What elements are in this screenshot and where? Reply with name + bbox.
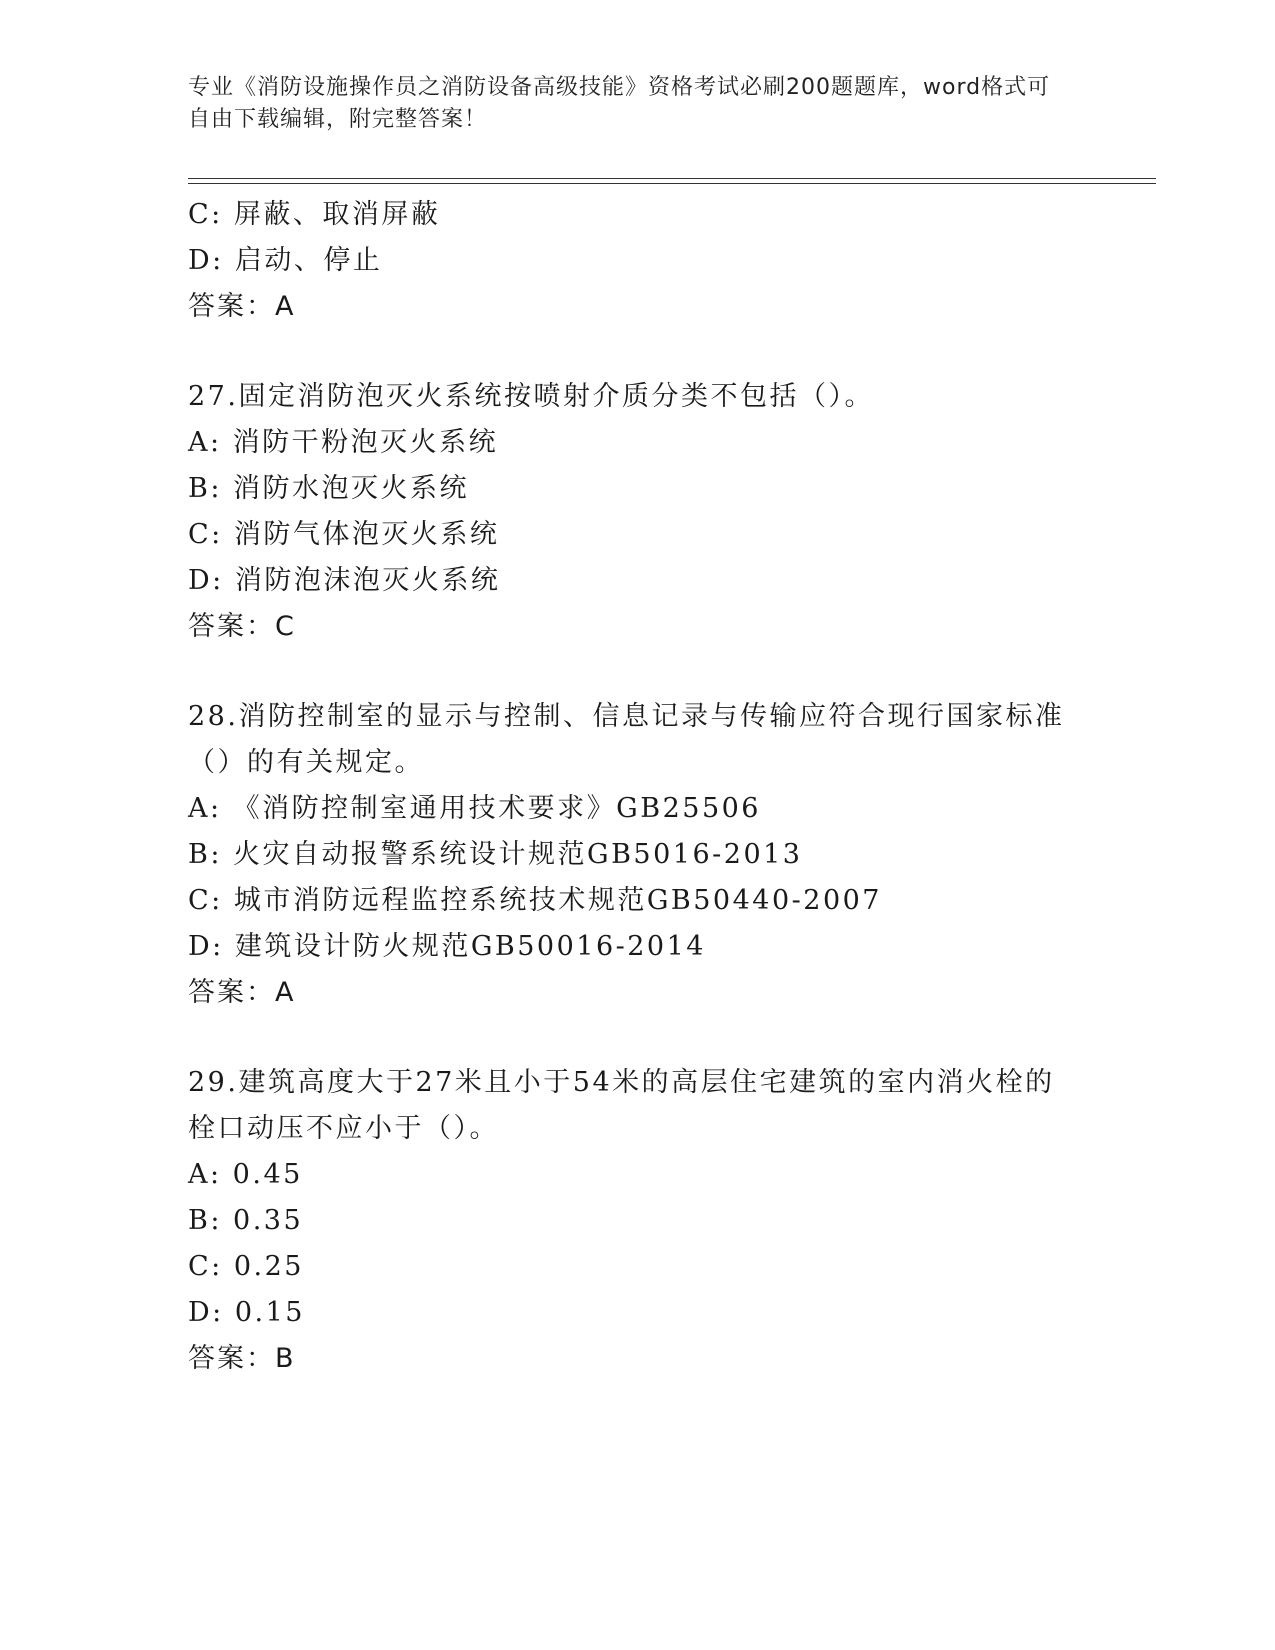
- document-body: [188, 192, 1088, 1382]
- header-divider-top: [188, 178, 1156, 179]
- question-fragment: [188, 192, 1088, 330]
- answer-line: 答案：C: [188, 611, 296, 642]
- question-stem: 29.建筑高度大于27米且小于54米的高层住宅建筑的室内消火栓的栓口动压不应小于（）。: [188, 1067, 1055, 1144]
- question-27: [188, 374, 1088, 650]
- option-b: B: 消防水泡灭火系统: [188, 473, 470, 504]
- question-stem: 28.消防控制室的显示与控制、信息记录与传输应符合现行国家标准（）的有关规定。: [188, 701, 1065, 778]
- spacer: [188, 1016, 1088, 1060]
- spacer: [188, 650, 1088, 694]
- question-28: [188, 694, 1088, 1016]
- document-header: 专业《消防设施操作员之消防设备高级技能》资格考试必刷200题题库，word格式可自由下载编辑，附完整答案！: [188, 75, 1051, 132]
- option-d: D: 建筑设计防火规范GB50016-2014: [188, 931, 706, 962]
- option-c: C: 消防气体泡灭火系统: [188, 519, 500, 550]
- option-d: D: 启动、停止: [188, 245, 383, 276]
- answer-line: 答案：A: [188, 977, 296, 1008]
- option-a: A: 消防干粉泡灭火系统: [188, 427, 499, 458]
- option-b: B: 0.35: [188, 1205, 304, 1236]
- answer-line: 答案：A: [188, 291, 296, 322]
- option-a: A: 《消防控制室通用技术要求》GB25506: [188, 793, 761, 824]
- option-d: D: 0.15: [188, 1297, 305, 1328]
- option-b: B: 火灾自动报警系统设计规范GB5016-2013: [188, 839, 803, 870]
- header-divider-bottom: [188, 183, 1156, 184]
- option-c: C: 0.25: [188, 1251, 304, 1282]
- option-c: C: 城市消防远程监控系统技术规范GB50440-2007: [188, 885, 882, 916]
- question-stem: 27.固定消防泡灭火系统按喷射介质分类不包括（）。: [188, 381, 874, 412]
- option-c: C: 屏蔽、取消屏蔽: [188, 199, 441, 230]
- answer-line: 答案：B: [188, 1343, 296, 1374]
- option-d: D: 消防泡沫泡灭火系统: [188, 565, 501, 596]
- question-29: [188, 1060, 1088, 1382]
- spacer: [188, 330, 1088, 374]
- option-a: A: 0.45: [188, 1159, 303, 1190]
